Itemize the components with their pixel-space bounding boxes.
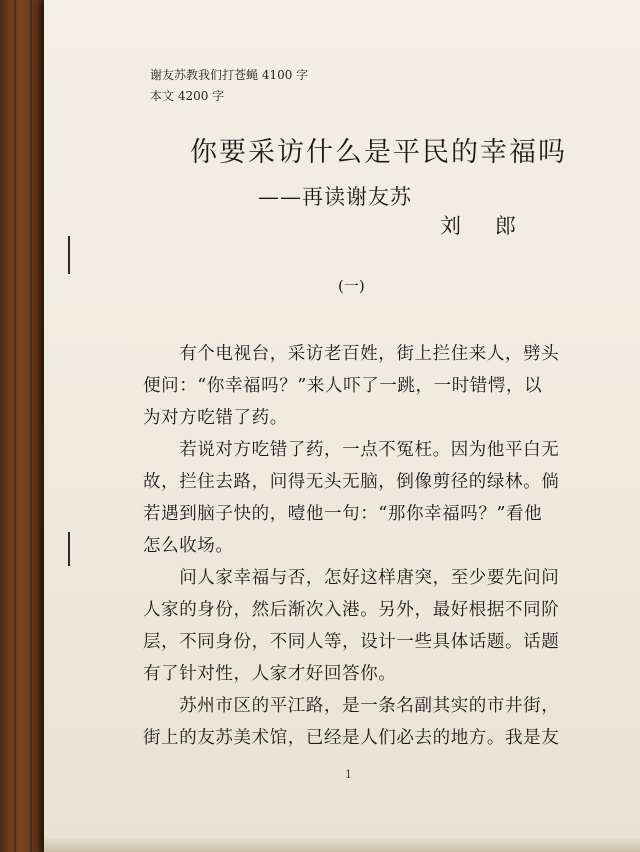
word-count-note: 本文 4200 字 bbox=[150, 89, 225, 103]
body-paragraph: 有个电视台，采访老百姓，街上拦住来人，劈头 便问：“你幸福吗？”来人吓了一跳，一时错愕，以 为对方吃错了药。 bbox=[143, 344, 560, 428]
section-marker: (一) bbox=[338, 277, 365, 295]
margin-mark bbox=[68, 236, 70, 274]
paper-edge bbox=[44, 838, 640, 852]
margin-mark bbox=[68, 532, 70, 566]
body-paragraph: 若说对方吃错了药，一点不冤枉。因为他平白无 故，拦住去路，问得无头无脑，倒像剪径的绿林。倘 若遇到脑子快的，噎他一句：“那你幸福吗？”看他 怎么收场。 bbox=[143, 440, 560, 556]
author-name: 刘郎 bbox=[440, 214, 550, 238]
body-paragraph: 问人家幸福与否，怎好这样唐突，至少要先问问 人家的身份，然后渐次入港。另外，最好根据不同阶 层，不同身份，不同人等，设计一些具体话题。话题 有了针对性，人家才好回答你。 bbox=[143, 568, 560, 684]
article-title: 你要采访什么是平民的幸福吗 bbox=[190, 137, 567, 168]
body-paragraph: 苏州市区的平江路，是一条名副其实的市井街， 街上的友苏美术馆，已经是人们必去的地方。我是友 bbox=[143, 696, 560, 748]
article-subtitle: ——再读谢友苏 bbox=[258, 185, 412, 209]
word-count-note: 谢友苏教我们打苍蝇 4100 字 bbox=[150, 68, 309, 82]
wood-grain bbox=[30, 0, 32, 852]
page-number: 1 bbox=[345, 768, 352, 781]
wood-grain bbox=[14, 0, 16, 852]
